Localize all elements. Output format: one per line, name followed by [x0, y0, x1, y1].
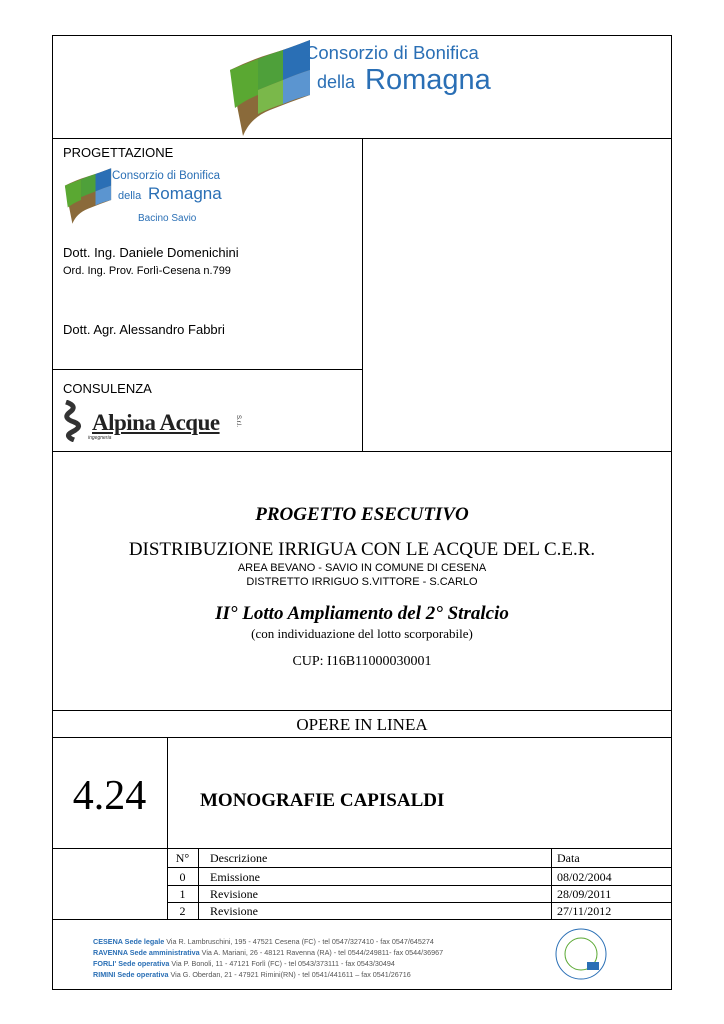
footer-text: Via A. Mariani, 26 - 48121 Ravenna (RA) - tel 0544/249811- fax 0544/36967 [201, 948, 444, 957]
logo-line2a: della [317, 72, 356, 92]
divider [52, 848, 672, 849]
logo-line2b: Romagna [148, 184, 222, 203]
divider [52, 451, 672, 452]
project-lotto: II° Lotto Ampliamento del 2° Stralcio [215, 603, 509, 624]
divider [167, 902, 672, 903]
alpina-logo-small: ingegneria [88, 435, 112, 441]
document-number: 4.24 [72, 773, 147, 819]
footer-label: RIMINI Sede operativa [93, 970, 169, 979]
revision-header-number: N° [175, 851, 190, 865]
project-title: DISTRIBUZIONE IRRIGUA CON LE ACQUE DEL C.E.R. [128, 539, 596, 560]
revision-date: 28/09/2011 [557, 887, 612, 901]
revision-number: 2 [179, 904, 186, 918]
footer-address [93, 937, 434, 946]
divider [167, 885, 672, 886]
alpina-logo-text: Alpina Acque [92, 410, 220, 435]
divider [52, 919, 672, 920]
revision-date: 08/02/2004 [557, 870, 612, 884]
revision-number: 1 [179, 887, 186, 901]
footer-address [93, 948, 443, 957]
alpina-logo-suffix: S.r.l. [235, 414, 242, 428]
revision-description: Revisione [210, 904, 258, 918]
consulenza-heading: CONSULENZA [63, 381, 152, 396]
revision-header-description: Descrizione [210, 851, 268, 865]
header-logo [225, 40, 525, 136]
progettazione-logo [62, 166, 262, 228]
project-area: AREA BEVANO - SAVIO IN COMUNE DI CESENA [237, 562, 487, 574]
revision-description: Emissione [210, 870, 260, 884]
designer-registration: Ord. Ing. Prov. Forlì-Cesena n.799 [63, 265, 231, 277]
alpina-logo [62, 400, 252, 444]
revision-description: Revisione [210, 887, 258, 901]
consorzio-flag-icon [62, 166, 114, 226]
revision-number: 0 [179, 870, 186, 884]
logo-line2a: della [118, 190, 142, 202]
divider [167, 867, 672, 868]
progettazione-heading: PROGETTAZIONE [63, 145, 174, 160]
footer-address [93, 970, 411, 979]
logo-line1: Consorzio di Bonifica [305, 42, 479, 63]
alpina-wave-icon [62, 400, 88, 442]
consorzio-flag-icon [225, 40, 315, 136]
project-lotto-note: (con individuazione del lotto scorporabile) [251, 626, 473, 641]
footer-text: Via G. Oberdan, 21 - 47921 Rimini(RN) - tel 0541/441611 – fax 0541/26716 [170, 970, 411, 979]
project-district: DISTRETTO IRRIGUO S.VITTORE - S.CARLO [246, 576, 478, 588]
divider [362, 138, 363, 451]
divider [52, 369, 362, 370]
project-cup: CUP: I16B11000030001 [292, 654, 432, 669]
logo-line2b: Romagna [365, 64, 491, 96]
section-title: OPERE IN LINEA [296, 715, 428, 734]
footer-label: RAVENNA Sede amministrativa [93, 948, 200, 957]
logo-line3: Bacino Savio [138, 213, 197, 224]
agronomist-name: Dott. Agr. Alessandro Fabbri [63, 322, 225, 337]
certification-seal-icon [553, 926, 609, 982]
revision-header-date: Data [557, 851, 580, 865]
divider [52, 737, 672, 738]
document-title: MONOGRAFIE CAPISALDI [200, 790, 445, 811]
project-type: PROGETTO ESECUTIVO [255, 504, 469, 525]
revision-date: 27/11/2012 [557, 904, 612, 918]
divider [551, 848, 552, 919]
footer-text: Via R. Lambruschini, 195 - 47521 Cesena (FC) - tel 0547/327410 - fax 0547/645274 [166, 937, 434, 946]
logo-line1: Consorzio di Bonifica [112, 170, 221, 182]
designer-name: Dott. Ing. Daniele Domenichini [63, 245, 239, 260]
footer-address [93, 959, 395, 968]
divider [198, 848, 199, 919]
footer-text: Via P. Bonoli, 11 - 47121 Forlì (FC) - tel 0543/373111 - fax 0543/30494 [171, 959, 395, 968]
footer-label: FORLI' Sede operativa [93, 959, 170, 968]
footer-label: CESENA Sede legale [93, 937, 165, 946]
divider [52, 710, 672, 711]
